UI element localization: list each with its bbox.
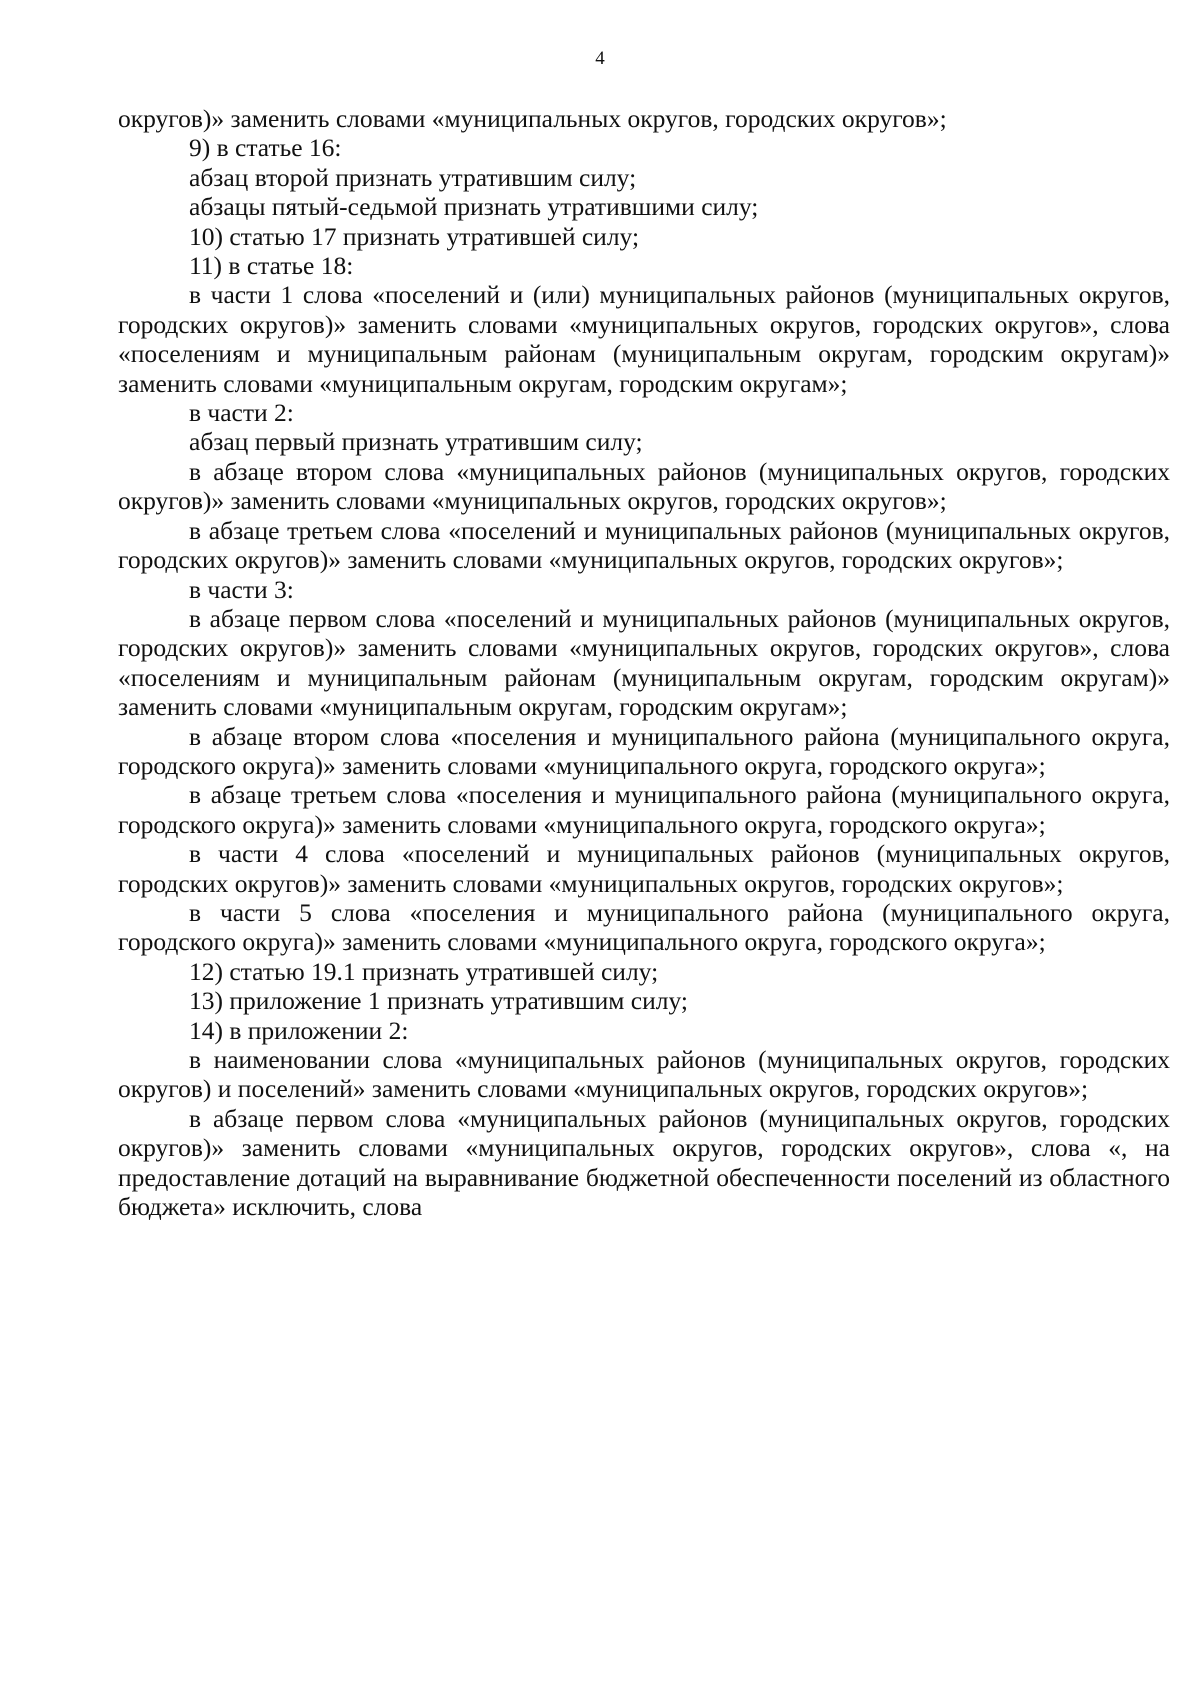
list-item: 14) в приложении 2: [189,1015,409,1045]
list-item: 12) статью 19.1 признать утратившей силу; [189,956,659,986]
list-item: 10) статью 17 признать утратившей силу; [189,221,640,251]
paragraph: в абзаце третьем слова «поселения и муниципального района (муниципального округа, городского округа)» заменить словами «муниципального округа, городского округа»; [118,780,1170,839]
paragraph: в наименовании слова «муниципальных районов (муниципальных округов, городских округов) и поселений» заменить словами «муниципальных округов, городских округов»; [118,1045,1170,1104]
paragraph: в абзаце втором слова «муниципальных районов (муниципальных округов, городских округов)» заменить словами «муниципальных округов, городских округов»; [118,456,1170,516]
page-number: 4 [595,48,605,69]
paragraph: абзац первый признать утратившим силу; [189,427,643,457]
list-item: 9) в статье 16: [189,133,342,163]
paragraph: в части 3: [189,574,294,604]
paragraph: в абзаце первом слова «поселений и муниципальных районов (муниципальных округов, городских округов)» заменить словами «муниципальных округов, городских округов», слова «поселениям и муниципальным районам (муниципальным округам, городским округам)» заменить словами «муниципальным округам, городским округам»; [118,603,1170,722]
paragraph: абзац второй признать утратившим силу; [189,162,637,192]
paragraph: в части 4 слова «поселений и муниципальных районов (муниципальных округов, городских округов)» заменить словами «муниципальных округов, городских округов»; [118,839,1170,898]
document-body [118,104,1170,1221]
paragraph: в части 2: [189,398,294,428]
paragraph: в части 5 слова «поселения и муниципального района (муниципального округа, городского округа)» заменить словами «муниципального округа, городского округа»; [118,897,1170,957]
paragraph: в абзаце втором слова «поселения и муниципального района (муниципального округа, городского округа)» заменить словами «муниципального округа, городского округа»; [118,721,1170,780]
paragraph: в абзаце третьем слова «поселений и муниципальных районов (муниципальных округов, городских округов)» заменить словами «муниципальных округов, городских округов»; [118,515,1170,575]
paragraph: в части 1 слова «поселений и (или) муниципальных районов (муниципальных округов, городских округов)» заменить словами «муниципальных округов, городских округов», слова «поселениям и муниципальным районам (муниципальным округам, городским округам)» заменить словами «муниципальным округам, городским округам»; [118,280,1170,398]
paragraph: абзацы пятый-седьмой признать утратившими силу; [189,192,759,222]
list-item: 13) приложение 1 признать утратившим силу; [189,986,688,1016]
paragraph: округов)» заменить словами «муниципальных округов, городских округов»; [118,104,947,133]
list-item: 11) в статье 18: [189,251,354,281]
paragraph: в абзаце первом слова «муниципальных районов (муниципальных округов, городских округов)» заменить словами «муниципальных округов, городских округов», слова «, на предоставление дотаций на выравнивание бюджетной обеспеченности поселений из областного бюджета» исключить, слова [118,1103,1170,1222]
